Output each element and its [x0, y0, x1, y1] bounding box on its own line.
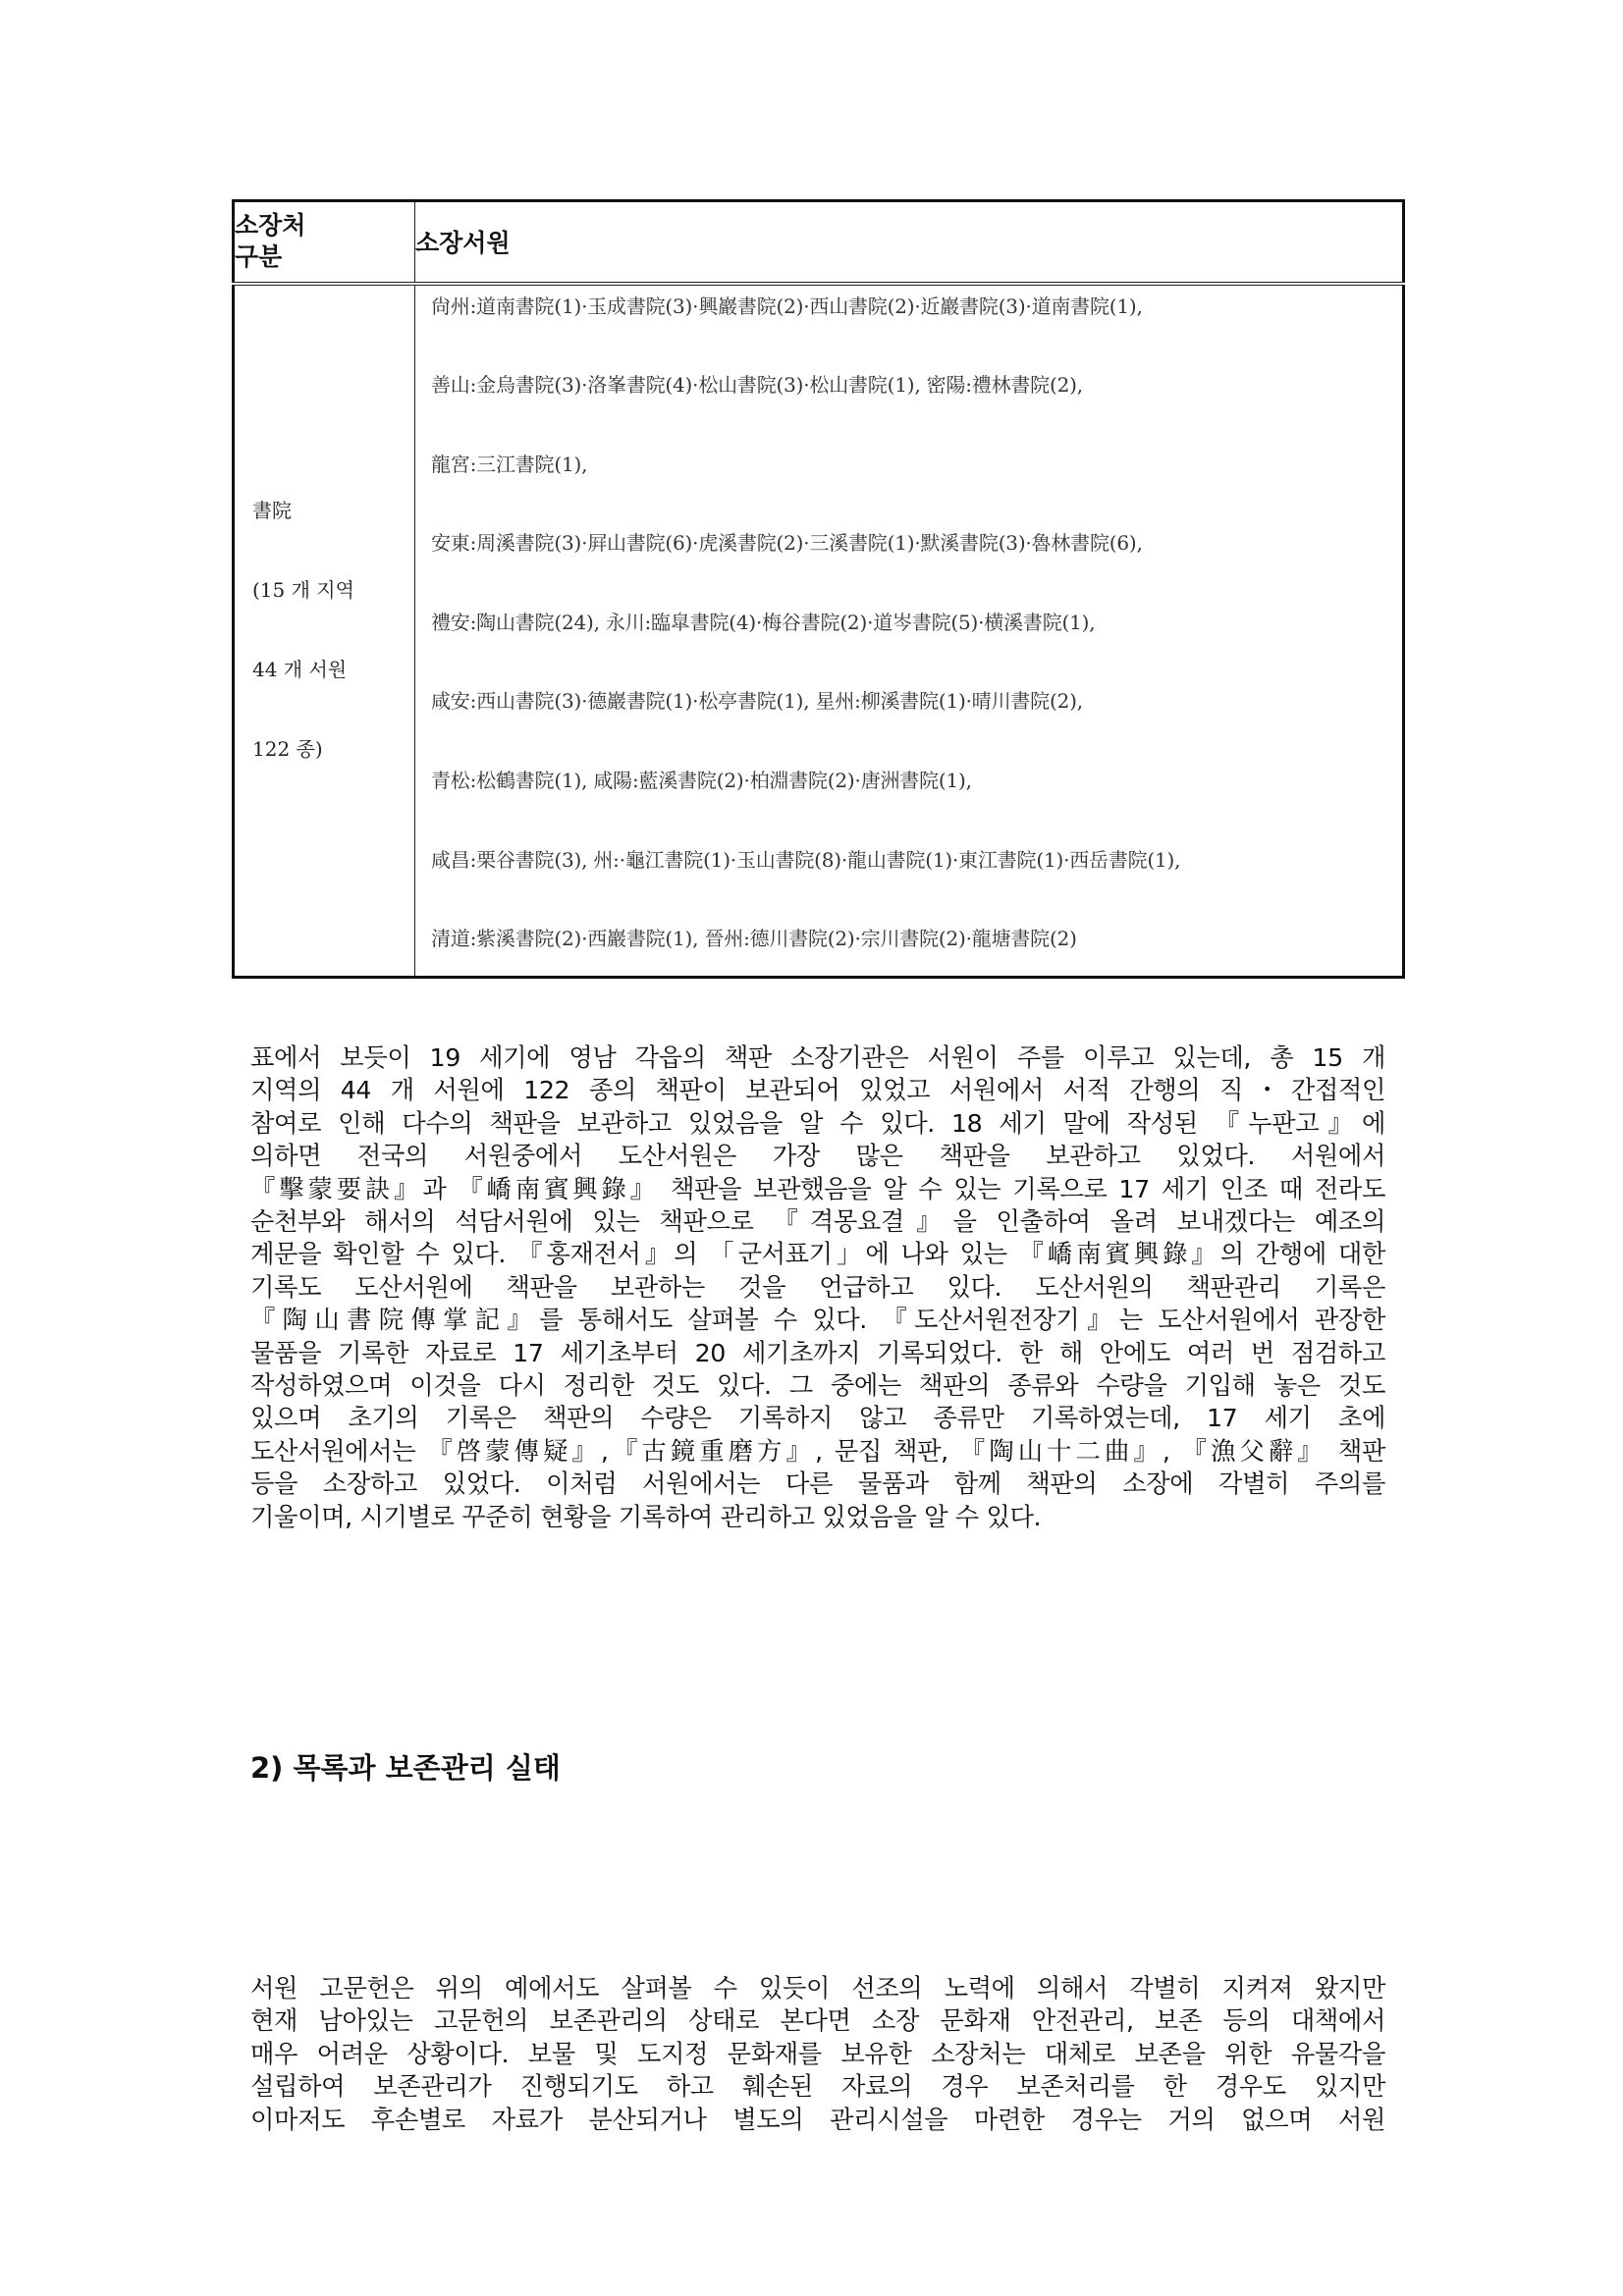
category-line: 44 개 서원 — [252, 658, 348, 682]
paragraph-line: 지역의 44 개 서원에 122 종의 책판이 보관되어 있었고 서원에서 서적 간행의 직・간접적인 — [250, 1076, 1385, 1105]
paragraph-line: 매우 어려운 상황이다. 보물 및 도지정 문화재를 보유한 소장처는 대체로 보존을 위한 유물각을 — [250, 2039, 1385, 2068]
academy-region-line: 龍宮:三江書院(1), — [431, 452, 588, 476]
paragraph-line: 설립하여 보존관리가 진행되기도 하고 훼손된 자료의 경우 보존처리를 한 경우도 있지만 — [250, 2072, 1385, 2102]
category-line: (15 개 지역 — [252, 578, 354, 603]
paragraph-line: 표에서 보듯이 19 세기에 영남 각읍의 책판 소장기관은 서원이 주를 이루고 있는데, 총 15 개 — [250, 1043, 1385, 1072]
paragraph-line: 기록도 도산서원에 책판을 보관하는 것을 언급하고 있다. 도산서원의 책판관리 기록은 — [250, 1272, 1385, 1302]
table-body-row — [234, 284, 1404, 978]
paragraph-line: 이마저도 후손별로 자료가 분산되거나 별도의 관리시설을 마련한 경우는 거의 없으며 서원 — [250, 2105, 1385, 2134]
academy-region-line: 善山:金烏書院(3)·洛峯書院(4)·松山書院(3)·松山書院(1), 密陽:禮林書院(2), — [431, 373, 1083, 398]
header-holding-academies: 소장서원 — [415, 201, 1404, 284]
paragraph-line: 참여로 인해 다수의 책판을 보관하고 있었음을 알 수 있다. 18 세기 말에 작성된 『누판고』에 — [250, 1108, 1385, 1138]
academies-list-cell — [415, 284, 1404, 978]
paragraph-line: 계문을 확인할 수 있다. 『홍재전서』의 「군서표기」에 나와 있는 『嶠南賓興錄』의 간행에 대한 — [250, 1240, 1385, 1269]
section-heading: 2) 목록과 보존관리 실태 — [250, 1751, 561, 1785]
header-location-line1: 소장처 — [235, 211, 306, 240]
paragraph-line: 서원 고문헌은 위의 예에서도 살펴볼 수 있듯이 선조의 노력에 의해서 각별히 지켜져 왔지만 — [250, 1974, 1385, 2002]
table-header-row — [234, 201, 1404, 284]
paragraph-line: 현재 남아있는 고문헌의 보존관리의 상태로 본다면 소장 문화재 안전관리, 보존 등의 대책에서 — [250, 2006, 1385, 2036]
paragraph-line: 도산서원에서는 『啓蒙傳疑』,『古鏡重磨方』, 문집 책판, 『陶山十二曲』, 『漁父辭』 책판 — [250, 1436, 1385, 1466]
header-location-category — [234, 201, 415, 284]
paragraph-line: 기울이며, 시기별로 꾸준히 현황을 기록하여 관리하고 있었음을 알 수 있다. — [250, 1502, 1042, 1531]
academy-region-line: 咸昌:栗谷書院(3), 州:·龜江書院(1)·玉山書院(8)·龍山書院(1)·東江書院(1)·西岳書院(1), — [431, 847, 1181, 872]
category-line: 122 종) — [252, 737, 323, 762]
paragraph-line: 『陶山書院傳掌記』를 통해서도 살펴볼 수 있다. 『도산서원전장기』는 도산서원에서 관장한 — [250, 1306, 1385, 1335]
academy-region-line: 青松:松鶴書院(1), 咸陽:藍溪書院(2)·柏淵書院(2)·唐洲書院(1), — [431, 769, 972, 793]
paragraph-line: 의하면 전국의 서원중에서 도산서원은 가장 많은 책판을 보관하고 있었다. 서원에서 — [250, 1142, 1385, 1171]
paragraph-line: 『擊蒙要訣』과 『嶠南賓興錄』 책판을 보관했음을 알 수 있는 기록으로 17 세기 인조 때 전라도 — [250, 1174, 1385, 1203]
paragraph-preservation-status — [250, 1972, 1385, 2136]
header-location-line2: 구분 — [235, 242, 283, 272]
academy-region-line: 咸安:西山書院(3)·德巖書院(1)·松亭書院(1), 星州:柳溪書院(1)·晴川書院(2), — [431, 689, 1083, 714]
paragraph-woodblock-holdings — [250, 1041, 1385, 1533]
academy-region-line: 清道:紫溪書院(2)·西巖書院(1), 晉州:德川書院(2)·宗川書院(2)·龍塘書院(2) — [431, 927, 1077, 951]
paragraph-line: 물품을 기록한 자료로 17 세기초부터 20 세기초까지 기록되었다. 한 해 안에도 여러 번 점검하고 — [250, 1338, 1385, 1367]
paragraph-line: 등을 소장하고 있었다. 이처럼 서원에서는 다른 물품과 함께 책판의 소장에 각별히 주의를 — [250, 1469, 1385, 1499]
academy-region-line: 尙州:道南書院(1)·玉成書院(3)·興巖書院(2)·西山書院(2)·近巖書院(3)·道南書院(1), — [431, 294, 1143, 318]
academy-region-line: 安東:周溪書院(3)·屛山書院(6)·虎溪書院(2)·三溪書院(1)·默溪書院(3)·魯林書院(6), — [431, 531, 1143, 556]
paragraph-line: 작성하였으며 이것을 다시 정리한 것도 있다. 그 중에는 책판의 종류와 수량을 기입해 놓은 것도 — [250, 1371, 1385, 1401]
paragraph-line: 있으며 초기의 기록은 책판의 수량은 기록하지 않고 종류만 기록하였는데, 17 세기 초에 — [250, 1404, 1385, 1433]
academy-region-line: 禮安:陶山書院(24), 永川:臨皐書院(4)·梅谷書院(2)·道岑書院(5)·横溪書院(1), — [431, 610, 1096, 634]
academy-holdings-table — [232, 199, 1405, 979]
paragraph-line: 순천부와 해서의 석담서원에 있는 책판으로 『격몽요결』을 인출하여 올려 보내겠다는 예조의 — [250, 1207, 1385, 1237]
category-line: 書院 — [252, 499, 292, 523]
category-cell — [234, 284, 415, 978]
